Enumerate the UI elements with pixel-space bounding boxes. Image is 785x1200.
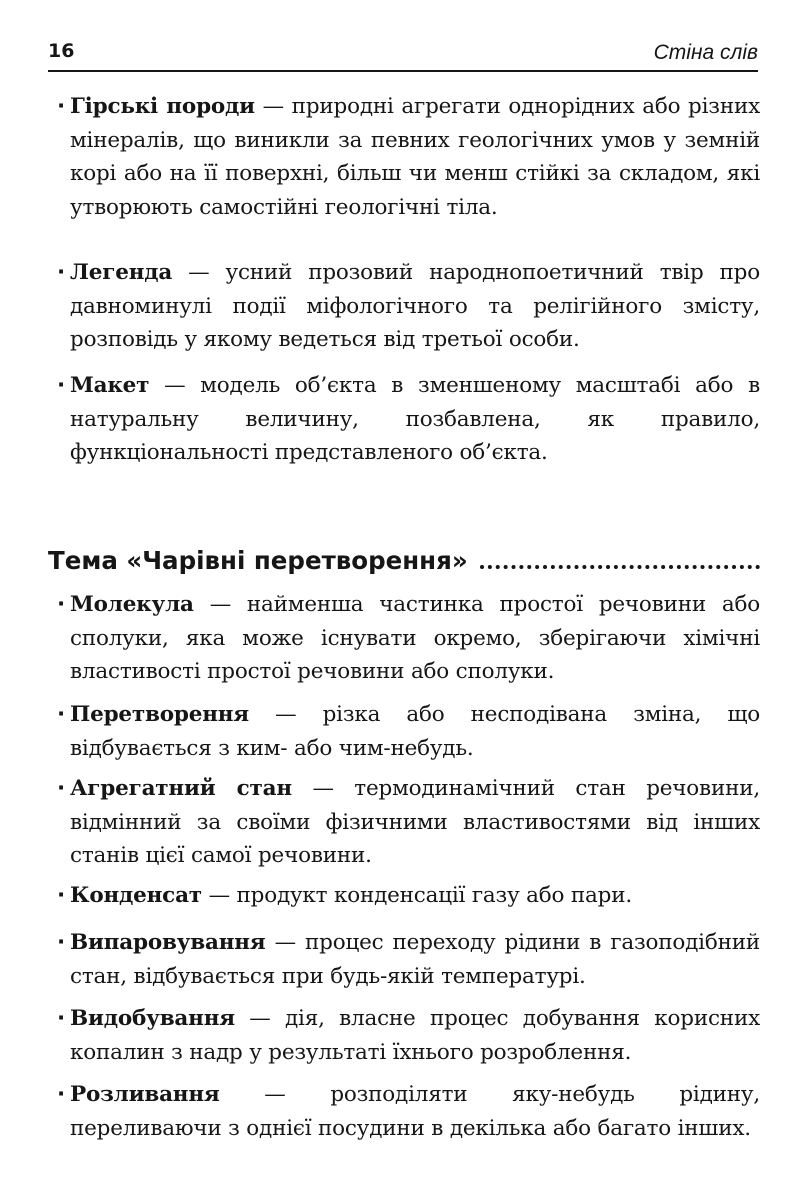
entry-definition: — усний прозовий народнопоетичний твір про давноминулі події міфологічного та релігійного змісту, розповідь у якому ведеться від третьої особи. [70,260,760,352]
bullet-icon: · [57,883,65,908]
entry-term: Випаровування [70,930,266,955]
entry-term: Легенда [70,260,173,285]
entry-kondensat [57,879,760,913]
entry-hirski-porody [57,90,761,224]
entry-rozlyvannia [57,1078,760,1145]
bullet-icon: · [57,592,65,617]
bullet-icon: · [57,94,65,119]
bullet-icon: · [57,930,65,955]
entry-maket [57,369,760,470]
entry-definition: — модель об’єкта в зменшеному масштабі або в натуральну величину, позбавлена, як правило, функціональності представленого об’єкта. [70,373,760,465]
section-heading-text: Тема «Чарівні перетворення» [48,545,468,575]
entry-molekula [57,588,760,689]
entry-definition: — різка або несподівана зміна, що відбувається з ким- або чим-небудь. [70,702,760,761]
entry-term: Видобування [70,1006,235,1031]
entry-lehenda [57,256,760,357]
entry-peretvorennia [57,698,760,765]
running-title: Стіна слів [653,41,758,64]
entry-definition: — розподіляти яку-небудь рідину, переливаючи з однієї посудини в декілька або багато інших. [70,1082,760,1141]
bullet-icon: · [57,373,65,398]
bullet-icon: · [57,702,65,727]
entry-definition: — термодинамічний стан речовини, відмінний за своїми фізичними властивостями від інших станів цієї самої речовини. [70,776,760,868]
entry-term: Перетворення [70,702,249,727]
entry-term: Агрегатний стан [70,776,292,801]
bullet-icon: · [57,260,65,285]
entry-term: Розливання [70,1082,220,1107]
bullet-icon: · [57,1082,65,1107]
entry-vyparovuvannia [57,926,760,993]
bullet-icon: · [57,776,65,801]
entry-definition: — дія, власне процес добування корисних копалин з надр у результаті їхнього розроблення. [70,1006,760,1065]
entry-term: Макет [70,373,150,398]
entry-term: Конденсат [70,883,202,908]
entry-ahrehatnyi-stan [57,772,760,873]
section-heading [48,533,760,573]
entry-definition: — процес переходу рідини в газоподібний стан, відбувається при будь-якій температурі. [70,930,760,989]
entry-term: Гірські породи [70,94,255,119]
page-header [48,40,758,70]
header-rule [48,70,758,72]
dotted-leader [480,565,760,569]
entry-definition: — найменша частинка простої речовини або сполуки, яка може існувати окремо, зберігаючи хімічні властивості простої речовини або сполуки. [70,592,760,684]
entry-term: Молекула [70,592,194,617]
page-number: 16 [48,40,75,62]
entry-vydobuvannia [57,1002,760,1069]
bullet-icon: · [57,1006,65,1031]
entry-definition: — природні агрегати однорідних або різних мінералів, що виникли за певних геологічних умов у земній корі або на її поверхні, більш чи менш стійкі за складом, які утворюють самостійні геологічні тіла. [70,94,761,220]
entry-definition: — продукт конденсації газу або пари. [201,883,632,908]
